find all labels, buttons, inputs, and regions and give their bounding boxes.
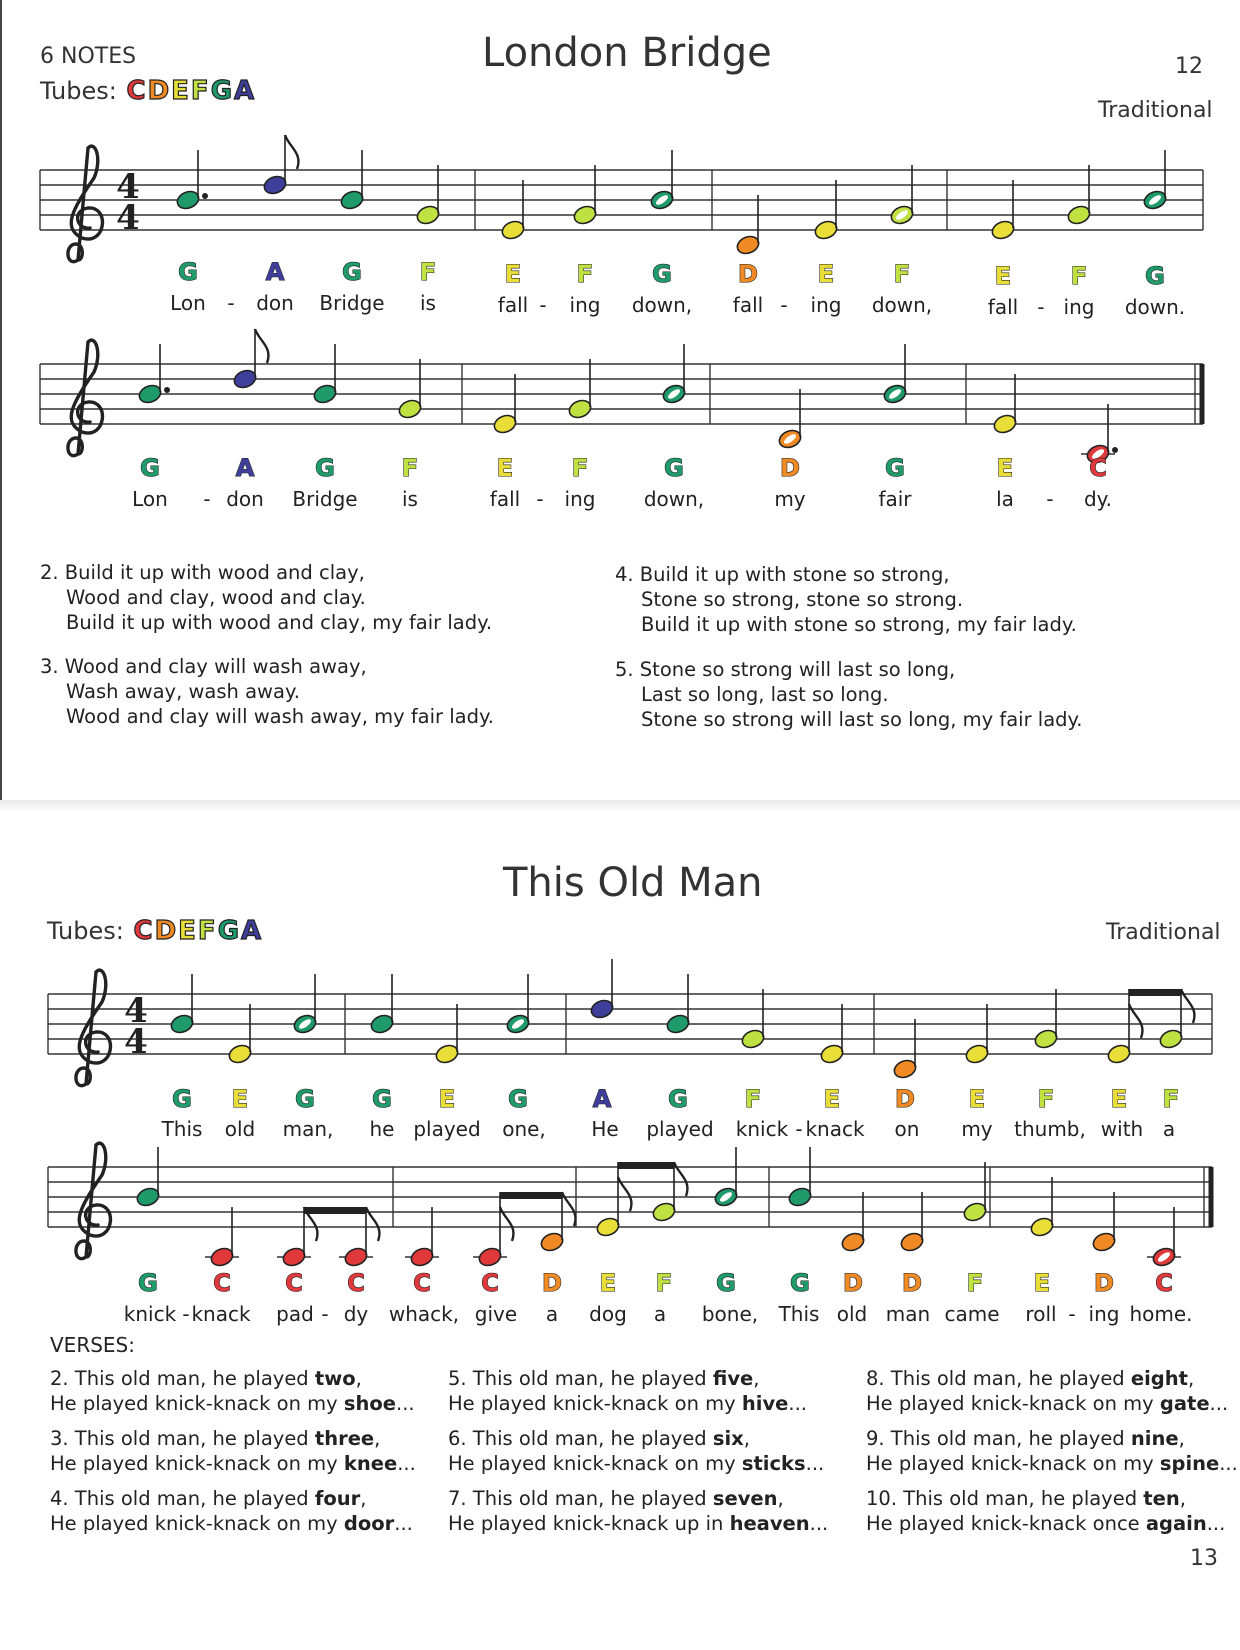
lyric-syllable: fall (489, 487, 521, 511)
lyric-hyphen: - (227, 291, 235, 315)
sheet-music-this-old-man (0, 950, 1240, 1330)
verse-text: 3. This old man, he played (50, 1427, 315, 1450)
verse-keyword: heaven (729, 1512, 810, 1535)
note-letter-d: D (542, 1269, 562, 1297)
verse-keyword: nine (1130, 1427, 1179, 1450)
note-letter-d: D (843, 1269, 863, 1297)
lyric-syllable: roll (1025, 1302, 1057, 1326)
lyric-hyphen: - (795, 1117, 803, 1141)
note-letter-a: A (265, 258, 285, 286)
verse-line: Wash away, wash away. (66, 680, 300, 703)
lyric-syllable: down, (631, 293, 693, 317)
note-letter-f: F (893, 260, 911, 288)
lyric-syllable: knack (805, 1117, 865, 1141)
lyric-syllable: This (161, 1117, 203, 1141)
page-this-old-man (0, 810, 1240, 1650)
verse-keyword: three (314, 1427, 375, 1450)
note-letter-e: E (504, 260, 522, 288)
lyric-syllable: ing (564, 487, 596, 511)
verse-text: He played knick-knack on my (866, 1392, 1160, 1415)
verse-line (448, 1451, 828, 1476)
verse-keyword: hive (741, 1392, 789, 1415)
staff-system (40, 329, 1203, 511)
lyric-syllable: a (1162, 1117, 1176, 1141)
lyric-syllable: fall (497, 293, 529, 317)
note-letter-f: F (419, 258, 437, 286)
lyric-syllable: whack, (388, 1302, 460, 1326)
verse-block (50, 1366, 416, 1416)
lyric-syllable: pad (276, 1302, 314, 1326)
tubes-label: Tubes: (47, 917, 124, 945)
verse-line (50, 1391, 416, 1416)
verse-line (448, 1486, 828, 1511)
verse-line: Wood and clay will wash away, my fair lady. (66, 705, 494, 728)
tube-letter-d: D (147, 76, 170, 106)
verse-text: He played knick-knack up in (448, 1512, 730, 1535)
note-letter-g: G (1145, 262, 1165, 290)
note-letter-c: C (1089, 454, 1107, 482)
verse-text: He played knick-knack on my (448, 1452, 742, 1475)
verse-line (866, 1486, 1238, 1511)
time-signature-top: 4 (124, 991, 148, 1031)
lyric-hyphen: - (1037, 295, 1045, 319)
note-letter-g: G (138, 1269, 158, 1297)
verse-text: , (355, 1367, 362, 1390)
lyric-syllable: don (226, 487, 264, 511)
tube-letter-f: F (190, 76, 209, 106)
verse-text: ... (397, 1452, 416, 1475)
lyric-hyphen: - (780, 293, 788, 317)
verse-line (448, 1426, 828, 1451)
verse-line (50, 1486, 416, 1511)
note-letter-e: E (994, 262, 1012, 290)
lyric-syllable: knick (123, 1302, 177, 1326)
verse-3 (40, 654, 494, 729)
tube-letter-c: C (133, 916, 153, 946)
verse-text: 10. This old man, he played (866, 1487, 1144, 1510)
lyric-syllable: a (653, 1302, 667, 1326)
note-letter-f: F (401, 454, 419, 482)
note-letter-e: E (599, 1269, 617, 1297)
verse-text: 4. This old man, he played (50, 1487, 315, 1510)
lyric-syllable: man (885, 1302, 931, 1326)
lyric-syllable: Lon (132, 487, 168, 511)
note-letter-f: F (576, 260, 594, 288)
treble-clef-icon (68, 340, 103, 455)
tube-letter-f: F (197, 916, 216, 946)
verse-block (448, 1486, 828, 1536)
verse-block (866, 1486, 1238, 1536)
verse-block (448, 1426, 828, 1476)
verse-line: 4. Build it up with stone so strong, (615, 563, 950, 586)
verse-text: He played knick-knack on my (866, 1452, 1160, 1475)
staff-system (40, 135, 1203, 319)
note-letter-g: G (295, 1085, 315, 1113)
verse-4 (615, 562, 1077, 637)
lyric-syllable: Bridge (292, 487, 358, 511)
verse-text: 7. This old man, he played (448, 1487, 713, 1510)
note-letter-f: F (1162, 1085, 1180, 1113)
verse-text: ... (1209, 1392, 1229, 1415)
lyric-hyphen: - (1046, 487, 1054, 511)
verse-keyword: two (314, 1367, 356, 1390)
note-letter-a: A (235, 454, 255, 482)
verse-text: 5. This old man, he played (448, 1367, 713, 1390)
staff-system (48, 959, 1212, 1141)
verses-column-3 (866, 1366, 1238, 1546)
verse-line: Stone so strong will last so long, my fair lady. (641, 708, 1083, 731)
verse-keyword: seven (712, 1487, 778, 1510)
lyric-syllable: bone, (701, 1302, 759, 1326)
lyric-syllable: is (402, 487, 418, 511)
note-letter-c: C (285, 1269, 303, 1297)
note-letter-c: C (213, 1269, 231, 1297)
lyric-syllable: one, (502, 1117, 546, 1141)
verse-line (866, 1426, 1238, 1451)
lyric-syllable: ing (1063, 295, 1095, 319)
note-letter-e: E (996, 454, 1014, 482)
verse-text: ... (1219, 1452, 1238, 1475)
verse-text: , (1179, 1487, 1186, 1510)
note-letter-g: G (172, 1085, 192, 1113)
lyric-syllable: down. (1124, 295, 1186, 319)
verses-column-1 (50, 1366, 416, 1546)
lyric-syllable: down, (643, 487, 705, 511)
lyric-syllable: he (369, 1117, 395, 1141)
verse-line (866, 1391, 1238, 1416)
verse-keyword: gate (1159, 1392, 1210, 1415)
note-letter-f: F (1037, 1085, 1055, 1113)
verse-text: 8. This old man, he played (866, 1367, 1131, 1390)
treble-clef-icon (76, 1143, 111, 1258)
page-number: 13 (1190, 1546, 1218, 1571)
time-signature-bottom: 4 (116, 198, 140, 238)
verse-text: , (360, 1487, 367, 1510)
verse-2 (40, 560, 492, 635)
attribution: Traditional (1106, 920, 1221, 945)
verse-block (50, 1486, 416, 1536)
treble-clef-icon (68, 146, 103, 261)
tubes-legend (47, 916, 261, 946)
verse-text: 6. This old man, he played (448, 1427, 713, 1450)
lyric-syllable: knack (191, 1302, 251, 1326)
note-letter-e: E (496, 454, 514, 482)
lyric-syllable: played (646, 1117, 714, 1141)
beam (304, 1207, 366, 1214)
note-letter-g: G (885, 454, 905, 482)
note-letter-d: D (738, 260, 758, 288)
verse-text: He played knick-knack on my (50, 1512, 344, 1535)
verse-keyword: eight (1130, 1367, 1188, 1390)
note-letter-g: G (140, 454, 160, 482)
beam (500, 1192, 562, 1199)
lyric-syllable: with (1100, 1117, 1144, 1141)
verse-text: ... (809, 1512, 829, 1535)
lyric-syllable: fall (987, 295, 1019, 319)
verse-line (50, 1426, 416, 1451)
notes-count-label: 6 NOTES (40, 44, 137, 69)
verse-line (50, 1366, 416, 1391)
beam (1129, 989, 1181, 996)
tube-letter-a: A (234, 76, 255, 106)
lyric-syllable: ing (810, 293, 842, 317)
verse-text: ... (805, 1452, 825, 1475)
note-letter-e: E (231, 1085, 249, 1113)
lyric-syllable: old (836, 1302, 868, 1326)
lyric-syllable: dy. (1083, 487, 1113, 511)
note-letter-c: C (1155, 1269, 1173, 1297)
verse-text: ... (394, 1512, 413, 1535)
lyric-hyphen: - (321, 1302, 329, 1326)
tube-letters (131, 917, 261, 945)
verse-text: , (1187, 1367, 1195, 1390)
verse-line: Last so long, last so long. (641, 683, 889, 706)
lyric-syllable: thumb, (1014, 1117, 1086, 1141)
verse-line: Build it up with stone so strong, my fair lady. (641, 613, 1077, 636)
lyric-hyphen: - (536, 487, 544, 511)
lyric-syllable: This (778, 1302, 820, 1326)
tube-letter-c: C (126, 76, 146, 106)
verse-keyword: five (712, 1367, 754, 1390)
verse-text: 9. This old man, he played (866, 1427, 1131, 1450)
lyric-syllable: ing (1088, 1302, 1120, 1326)
verse-line (866, 1451, 1238, 1476)
verse-keyword: knee (343, 1452, 398, 1475)
note-letter-d: D (902, 1269, 922, 1297)
lyric-syllable: Lon (170, 291, 206, 315)
lyric-hyphen: - (203, 487, 211, 511)
note-letter-c: C (413, 1269, 431, 1297)
lyric-syllable: a (545, 1302, 559, 1326)
attribution: Traditional (1098, 98, 1213, 123)
lyric-syllable: home. (1129, 1302, 1193, 1326)
lyric-syllable: on (894, 1117, 920, 1141)
note-letter-d: D (1094, 1269, 1114, 1297)
page-number: 12 (1175, 54, 1203, 79)
verse-line: 2. Build it up with wood and clay, (40, 561, 365, 584)
lyric-syllable: my (774, 487, 806, 511)
lyric-syllable: my (961, 1117, 993, 1141)
lyric-syllable: fall (732, 293, 764, 317)
verse-text: , (753, 1367, 760, 1390)
beam (618, 1162, 674, 1169)
tube-letter-a: A (241, 916, 262, 946)
verse-keyword: door (343, 1512, 395, 1535)
verse-text: , (1178, 1427, 1185, 1450)
lyric-syllable: Bridge (319, 291, 385, 315)
lyric-syllable: la (996, 487, 1014, 511)
note-letter-e: E (1033, 1269, 1051, 1297)
verse-block (50, 1426, 416, 1476)
verses-heading: VERSES: (50, 1333, 135, 1357)
verse-text: He played knick-knack on my (50, 1392, 344, 1415)
lyric-syllable: don (256, 291, 294, 315)
tube-letters (124, 77, 254, 105)
note-letter-a: A (592, 1085, 612, 1113)
lyric-syllable: ing (569, 293, 601, 317)
lyric-syllable: played (413, 1117, 481, 1141)
verse-keyword: shoe (343, 1392, 396, 1415)
lyric-syllable: old (224, 1117, 256, 1141)
tube-letter-e: E (178, 916, 196, 946)
lyric-syllable: He (591, 1117, 619, 1141)
tubes-label: Tubes: (40, 77, 117, 105)
note-flag (285, 135, 298, 169)
verse-text: He played knick-knack on my (448, 1392, 742, 1415)
verse-text: He played knick-knack on my (50, 1452, 344, 1475)
lyric-hyphen: - (1068, 1302, 1076, 1326)
verse-keyword: sticks (741, 1452, 806, 1475)
verse-line (50, 1511, 416, 1536)
verse-text: , (374, 1427, 381, 1450)
note-letter-f: F (571, 454, 589, 482)
verse-text: ... (396, 1392, 415, 1415)
verse-keyword: spine (1159, 1452, 1220, 1475)
note-letter-e: E (823, 1085, 841, 1113)
note-letter-g: G (668, 1085, 688, 1113)
tube-letter-d: D (154, 916, 177, 946)
verse-text: ... (1206, 1512, 1226, 1535)
note-letter-g: G (342, 258, 362, 286)
note-letter-e: E (968, 1085, 986, 1113)
note-letter-c: C (481, 1269, 499, 1297)
note-letter-g: G (315, 454, 335, 482)
verse-line: Build it up with wood and clay, my fair lady. (66, 611, 493, 634)
note-letter-c: C (347, 1269, 365, 1297)
verse-5 (615, 657, 1082, 732)
lyric-syllable: give (474, 1302, 518, 1326)
note-letter-f: F (655, 1269, 673, 1297)
lyric-syllable: dy (343, 1302, 369, 1326)
lyric-hyphen: - (539, 293, 547, 317)
staff-system (48, 1143, 1212, 1326)
note-letter-f: F (966, 1269, 984, 1297)
verse-line: Wood and clay, wood and clay. (66, 586, 366, 609)
verse-block (866, 1426, 1238, 1476)
verse-text: , (743, 1427, 750, 1450)
note-letter-d: D (895, 1085, 915, 1113)
verse-keyword: six (712, 1427, 744, 1450)
tubes-legend (40, 76, 254, 106)
verse-line (866, 1511, 1238, 1536)
verse-text: ... (788, 1392, 807, 1415)
verse-keyword: ten (1143, 1487, 1180, 1510)
note-letter-g: G (716, 1269, 736, 1297)
verse-text: 2. This old man, he played (50, 1367, 315, 1390)
verse-line (448, 1391, 828, 1416)
note-flag (255, 329, 268, 363)
dot (164, 387, 170, 393)
verse-line (448, 1366, 828, 1391)
note-letter-f: F (1070, 262, 1088, 290)
lyric-syllable: came (944, 1302, 1000, 1326)
note-letter-g: G (664, 454, 684, 482)
verse-line (50, 1451, 416, 1476)
verse-line: 5. Stone so strong will last so long, (615, 658, 956, 681)
dot (1112, 447, 1118, 453)
page-london-bridge (0, 0, 1240, 803)
verse-line: Stone so strong, stone so strong. (641, 588, 964, 611)
note-letter-g: G (372, 1085, 392, 1113)
sheet-music-london-bridge (0, 120, 1240, 540)
verse-keyword: again (1145, 1512, 1207, 1535)
lyric-syllable: is (420, 291, 436, 315)
lyric-syllable: man, (282, 1117, 334, 1141)
note-letter-d: D (780, 454, 800, 482)
note-letter-g: G (652, 260, 672, 288)
note-letter-e: E (438, 1085, 456, 1113)
lyric-hyphen: - (182, 1302, 190, 1326)
note-letter-g: G (790, 1269, 810, 1297)
tube-letter-e: E (171, 76, 189, 106)
verse-text: , (777, 1487, 784, 1510)
lyric-syllable: down, (871, 293, 933, 317)
lyric-syllable: fair (878, 487, 912, 511)
verse-line (866, 1366, 1238, 1391)
lyric-syllable: dog (589, 1302, 627, 1326)
song-title: London Bridge (482, 30, 772, 76)
treble-clef-icon (76, 970, 111, 1085)
time-signature-top: 4 (116, 167, 140, 207)
song-title: This Old Man (503, 860, 763, 906)
note-letter-e: E (817, 260, 835, 288)
tube-letter-g: G (217, 916, 240, 946)
note-letter-f: F (744, 1085, 762, 1113)
verse-keyword: four (314, 1487, 361, 1510)
verse-line (448, 1511, 828, 1536)
note-letter-e: E (1110, 1085, 1128, 1113)
time-signature-bottom: 4 (124, 1022, 148, 1062)
verse-block (866, 1366, 1238, 1416)
verse-block (448, 1366, 828, 1416)
verse-line: 3. Wood and clay will wash away, (40, 655, 367, 678)
dot (202, 193, 208, 199)
verses-column-2 (448, 1366, 828, 1546)
note-letter-g: G (178, 258, 198, 286)
lyric-syllable: knick (735, 1117, 789, 1141)
tube-letter-g: G (210, 76, 233, 106)
verse-text: He played knick-knack once (866, 1512, 1146, 1535)
note-letter-g: G (508, 1085, 528, 1113)
